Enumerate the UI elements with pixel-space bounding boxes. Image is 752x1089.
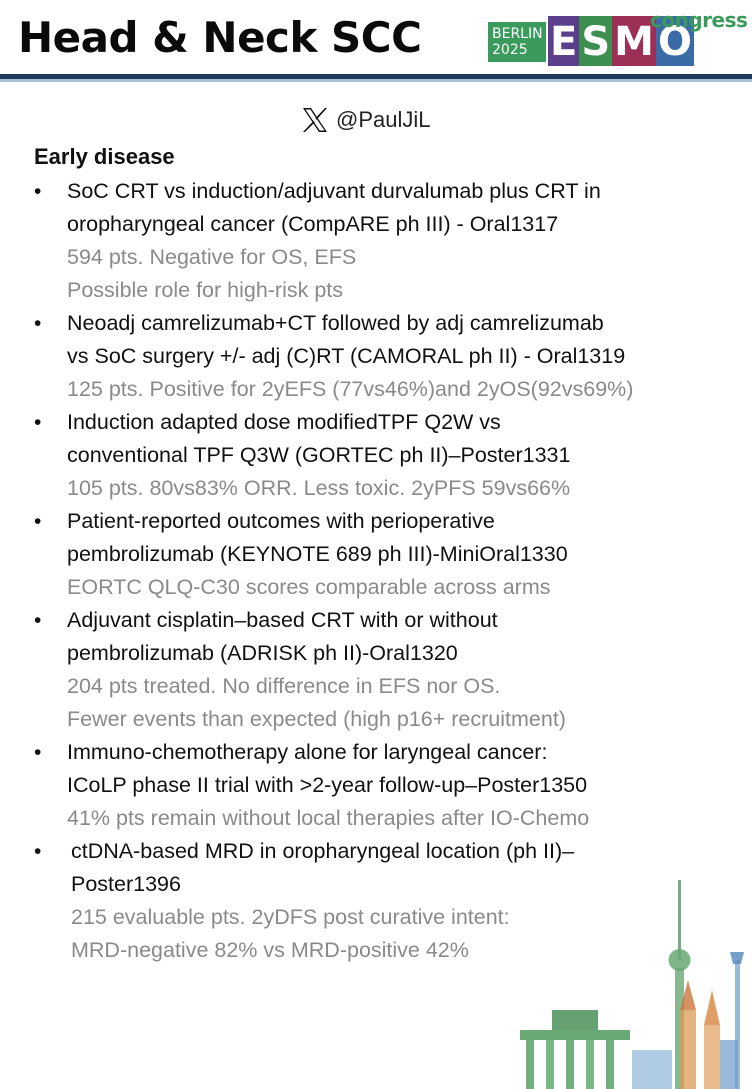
logo-letter-o: O [656, 16, 694, 66]
bullet-icon: • [34, 312, 42, 335]
item-text: Poster1396 [71, 872, 181, 896]
logo-letter-s: S [579, 16, 612, 66]
logo-berlin-badge [488, 22, 546, 62]
slide-title: Head & Neck SCC [18, 13, 422, 62]
handle-text: @PaulJiL [336, 107, 431, 132]
item-text: Induction adapted dose modifiedTPF Q2W vs [67, 410, 501, 434]
item-text: vs SoC surgery +/- adj (C)RT (CAMORAL ph II) - Oral1319 [67, 344, 626, 368]
item-detail: MRD-negative 82% vs MRD-positive 42% [71, 938, 469, 962]
bullet-icon: • [34, 741, 42, 764]
logo-letter-m: M [612, 16, 656, 66]
item-detail: 215 evaluable pts. 2yDFS post curative intent: [71, 905, 510, 929]
list-item [34, 736, 734, 835]
section-title: Early disease [34, 144, 175, 169]
item-text: SoC CRT vs induction/adjuvant durvalumab plus CRT in [67, 179, 601, 203]
list-item [34, 406, 734, 505]
item-text: conventional TPF Q3W (GORTEC ph II)–Poster1331 [67, 443, 571, 467]
bullet-icon: • [34, 609, 42, 632]
item-detail: 125 pts. Positive for 2yEFS (77vs46%)and 2yOS(92vs69%) [67, 377, 634, 401]
study-list [34, 175, 734, 967]
logo-berlin-text: BERLIN [492, 26, 543, 42]
berlin-skyline-illustration [512, 860, 752, 1089]
list-item [34, 505, 734, 604]
item-detail: 105 pts. 80vs83% ORR. Less toxic. 2yPFS 59vs66% [67, 476, 571, 500]
item-text: oropharyngeal cancer (CompARE ph III) - Oral1317 [67, 212, 559, 236]
x-logo-icon [300, 105, 330, 135]
item-text: Adjuvant cisplatin–based CRT with or without [67, 608, 498, 632]
item-text: ctDNA-based MRD in oropharyngeal location (ph II)– [71, 839, 575, 863]
header-rule-light [0, 79, 752, 82]
item-detail: 204 pts treated. No difference in EFS nor OS. [67, 674, 501, 698]
item-text: Neoadj camrelizumab+CT followed by adj camrelizumab [67, 311, 604, 335]
list-item [34, 175, 734, 307]
item-detail: Possible role for high-risk pts [67, 278, 344, 302]
bullet-icon: • [34, 510, 42, 533]
logo-congress-text: congress [650, 8, 748, 32]
bullet-icon: • [34, 840, 42, 863]
bullet-icon: • [34, 180, 42, 203]
list-item [34, 307, 734, 406]
bullet-icon: • [34, 411, 42, 434]
item-text: pembrolizumab (ADRISK ph II)-Oral1320 [67, 641, 458, 665]
item-text: Immuno-chemotherapy alone for laryngeal cancer: [67, 740, 548, 764]
item-detail: EORTC QLQ-C30 scores comparable across arms [67, 575, 551, 599]
item-detail: Fewer events than expected (high p16+ recruitment) [67, 707, 566, 731]
logo-letter-e: E [548, 16, 579, 66]
list-item [34, 604, 734, 736]
item-detail: 594 pts. Negative for OS, EFS [67, 245, 357, 269]
logo-year-text: 2025 [492, 42, 528, 58]
item-text: pembrolizumab (KEYNOTE 689 ph III)-MiniOral1330 [67, 542, 568, 566]
item-text: Patient-reported outcomes with perioperative [67, 509, 495, 533]
item-detail: 41% pts remain without local therapies after IO-Chemo [67, 806, 590, 830]
esmo-congress-logo [488, 8, 748, 66]
author-handle [300, 103, 431, 137]
item-text: ICoLP phase II trial with >2-year follow-up–Poster1350 [67, 773, 588, 797]
